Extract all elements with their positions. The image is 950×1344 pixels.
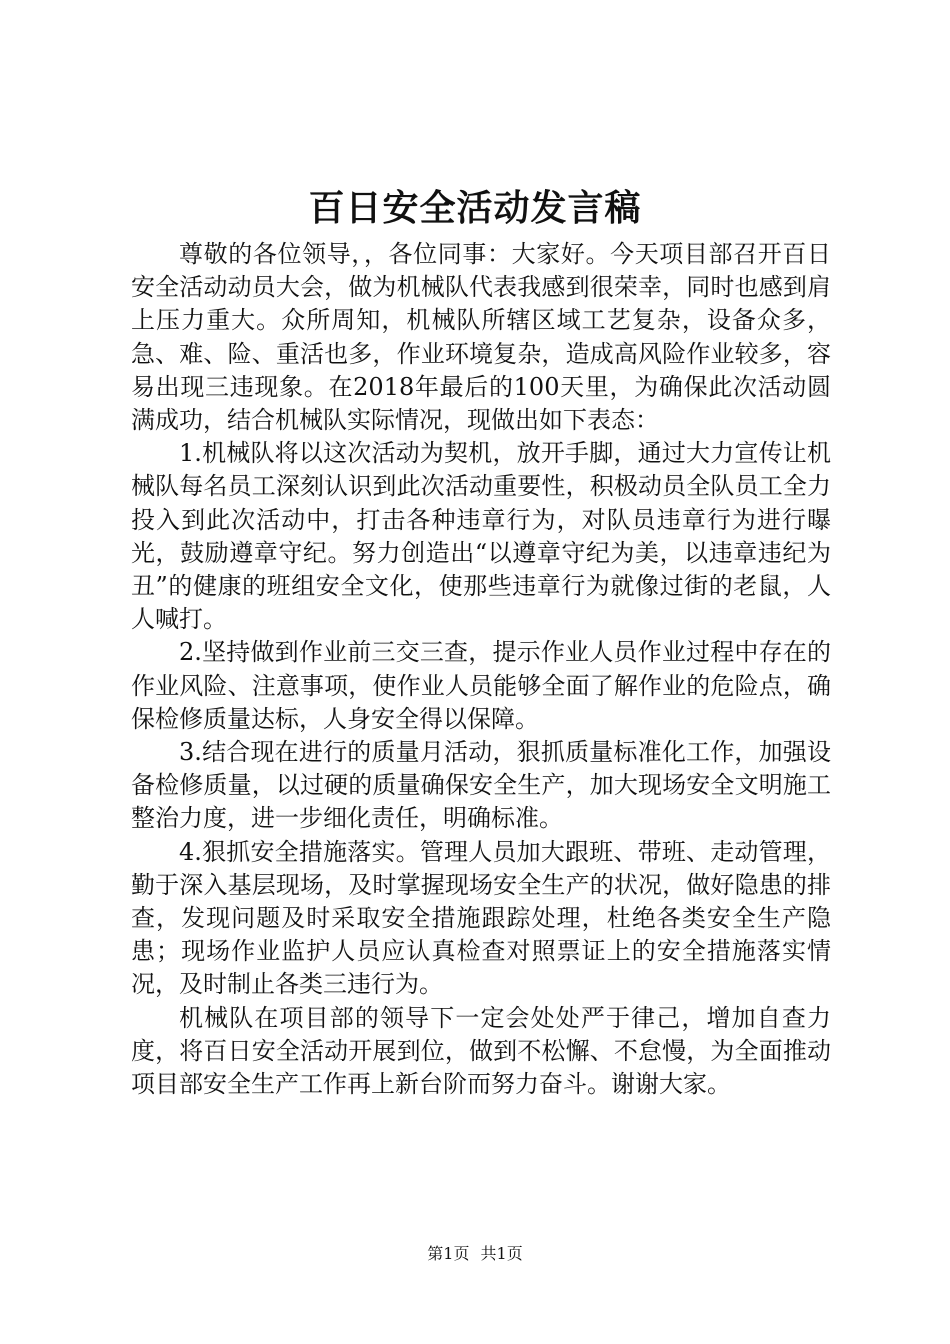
page-footer — [0, 1242, 950, 1266]
page-total: 共1页 — [480, 1244, 523, 1263]
paragraph-item-2: 2.坚持做到作业前三交三查，提示作业人员作业过程中存在的作业风险、注意事项，使作业人员能够全面了解作业的危险点，确保检修质量达标，人身安全得以保障。 — [131, 638, 831, 733]
paragraph-item-1: 1.机械队将以这次活动为契机，放开手脚，通过大力宣传让机械队每名员工深刻认识到此次活动重要性，积极动员全队员工全力投入到此次活动中，打击各种违章行为，对队员违章行为进行曝光，鼓励遵章守纪。努力创造出“以遵章守纪为美，以违章违纪为丑”的健康的班组安全文化，使那些违章行为就像过街的老鼠，人人喊打。 — [131, 439, 831, 634]
document-title: 百日安全活动发言稿 — [308, 187, 642, 229]
paragraph-item-3: 3.结合现在进行的质量月活动，狠抓质量标准化工作，加强设备检修质量，以过硬的质量确保安全生产，加大现场安全文明施工整治力度，进一步细化责任，明确标准。 — [131, 738, 831, 833]
paragraph-item-4: 4.狠抓安全措施落实。管理人员加大跟班、带班、走动管理，勤于深入基层现场，及时掌握现场安全生产的状况，做好隐患的排查，发现问题及时采取安全措施跟踪处理，杜绝各类安全生产隐患；现场作业监护人员应认真检查对照票证上的安全措施落实情况，及时制止各类三违行为。 — [131, 837, 831, 999]
paragraph-closing: 机械队在项目部的领导下一定会处处严于律己，增加自查力度，将百日安全活动开展到位，做到不松懈、不怠慢，为全面推动项目部安全生产工作再上新台阶而努力奋斗。谢谢大家。 — [131, 1003, 831, 1099]
page-number: 第1页 — [427, 1244, 470, 1263]
paragraph-intro: 尊敬的各位领导，，各位同事：大家好。今天项目部召开百日安全活动动员大会，做为机械队代表我感到很荣幸，同时也感到肩上压力重大。众所周知，机械队所辖区域工艺复杂，设备众多，急、难、险、重活也多，作业环境复杂，造成高风险作业较多，容易出现三违现象。在2018年最后的100天里，为确保此次活动圆满成功，结合机械队实际情况，现做出如下表态： — [131, 240, 831, 435]
document-body — [131, 238, 831, 1101]
